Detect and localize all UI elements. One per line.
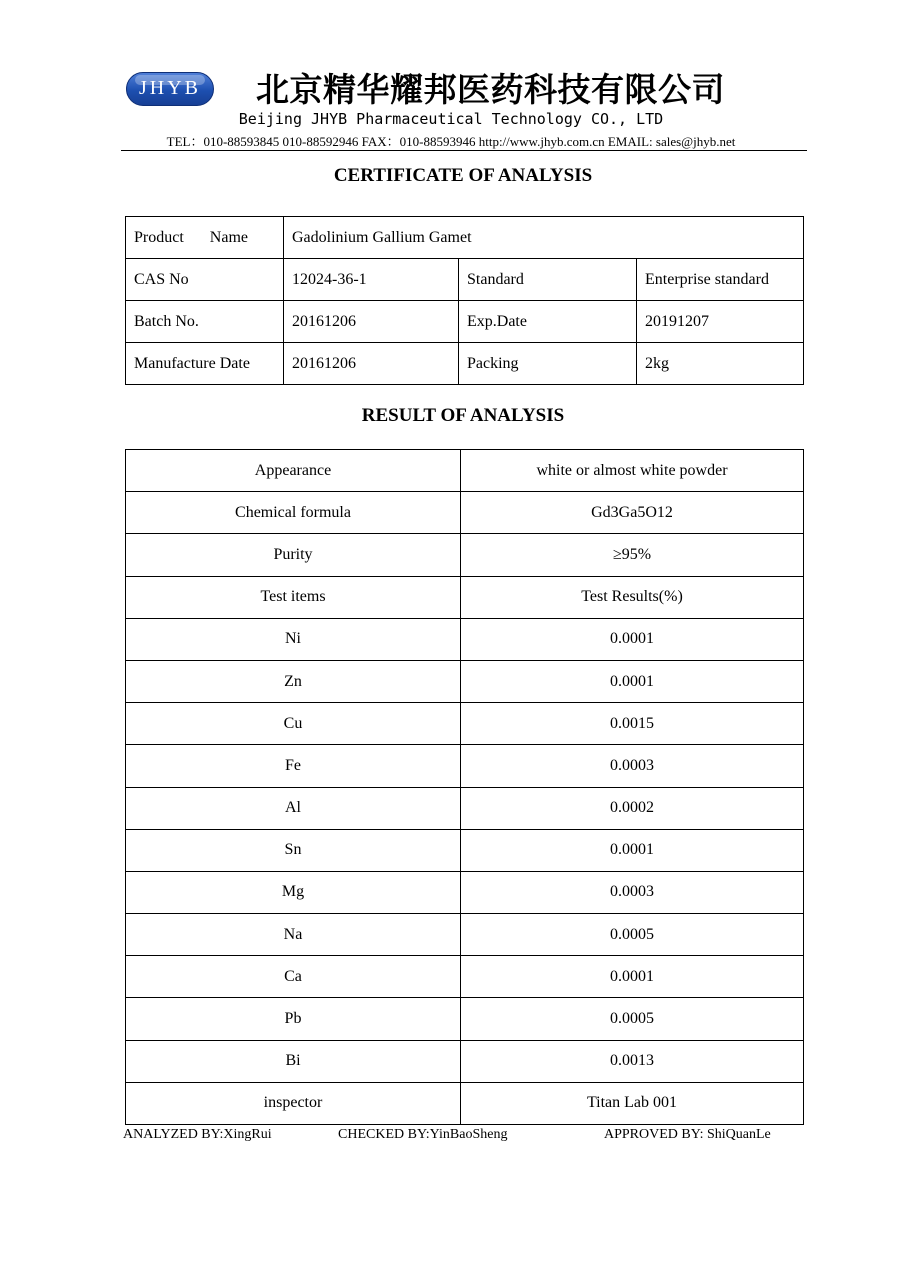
result-section-title: RESULT OF ANALYSIS bbox=[361, 405, 565, 426]
product-label-word: Product bbox=[134, 228, 184, 246]
document-title: CERTIFICATE OF ANALYSIS bbox=[333, 165, 593, 186]
contact-line: TEL：010-88593845 010-88592946 FAX：010-88593946 http://www.jhyb.com.cn EMAIL: sales@jhyb.net bbox=[166, 134, 736, 149]
result-value: 0.0003 bbox=[461, 871, 804, 913]
cas-label: CAS No bbox=[126, 259, 284, 301]
result-item: Zn bbox=[126, 660, 461, 702]
approved-by: APPROVED BY: ShiQuanLe bbox=[604, 1127, 771, 1142]
product-name-label bbox=[126, 217, 284, 259]
result-value: 0.0005 bbox=[461, 998, 804, 1040]
exp-date-value: 20191207 bbox=[637, 301, 804, 343]
result-value: 0.0003 bbox=[461, 745, 804, 787]
cas-value: 12024-36-1 bbox=[284, 259, 459, 301]
batch-label: Batch No. bbox=[126, 301, 284, 343]
result-row-appearance bbox=[126, 450, 804, 492]
result-value: Gd3Ga5O12 bbox=[461, 492, 804, 534]
result-row-mg bbox=[126, 871, 804, 913]
result-value: 0.0013 bbox=[461, 1040, 804, 1082]
result-item: Fe bbox=[126, 745, 461, 787]
name-label-word: Name bbox=[209, 228, 248, 246]
result-item: inspector bbox=[126, 1082, 461, 1124]
result-value: white or almost white powder bbox=[461, 450, 804, 492]
header-divider bbox=[121, 150, 807, 151]
logo-text: JHYB bbox=[138, 77, 201, 99]
product-name-value: Gadolinium Gallium Gamet bbox=[284, 217, 804, 259]
result-item: Appearance bbox=[126, 450, 461, 492]
result-item: Test items bbox=[126, 576, 461, 618]
result-row-cu bbox=[126, 703, 804, 745]
result-value: ≥95% bbox=[461, 534, 804, 576]
company-name-chinese: 北京精华耀邦医药科技有限公司 bbox=[256, 70, 725, 109]
result-item: Al bbox=[126, 787, 461, 829]
analyzed-by: ANALYZED BY:XingRui bbox=[123, 1127, 272, 1142]
product-info-table bbox=[125, 216, 804, 385]
result-item: Pb bbox=[126, 998, 461, 1040]
exp-date-label: Exp.Date bbox=[459, 301, 637, 343]
result-item: Sn bbox=[126, 829, 461, 871]
company-logo bbox=[126, 72, 214, 106]
packing-value: 2kg bbox=[637, 343, 804, 385]
result-item: Na bbox=[126, 914, 461, 956]
result-item: Ca bbox=[126, 956, 461, 998]
result-row-inspector bbox=[126, 1082, 804, 1124]
result-value: 0.0001 bbox=[461, 618, 804, 660]
batch-value: 20161206 bbox=[284, 301, 459, 343]
standard-value: Enterprise standard bbox=[637, 259, 804, 301]
info-row-product bbox=[126, 217, 804, 259]
result-item: Purity bbox=[126, 534, 461, 576]
result-value: Test Results(%) bbox=[461, 576, 804, 618]
info-row-manufacture bbox=[126, 343, 804, 385]
result-row-header bbox=[126, 576, 804, 618]
result-value: 0.0001 bbox=[461, 956, 804, 998]
result-row-bi bbox=[126, 1040, 804, 1082]
result-item: Mg bbox=[126, 871, 461, 913]
result-value: 0.0005 bbox=[461, 914, 804, 956]
info-row-cas bbox=[126, 259, 804, 301]
result-row-purity bbox=[126, 534, 804, 576]
checked-by: CHECKED BY:YinBaoSheng bbox=[338, 1127, 508, 1142]
result-row-pb bbox=[126, 998, 804, 1040]
packing-label: Packing bbox=[459, 343, 637, 385]
info-row-batch bbox=[126, 301, 804, 343]
result-item: Cu bbox=[126, 703, 461, 745]
standard-label: Standard bbox=[459, 259, 637, 301]
result-row-ca bbox=[126, 956, 804, 998]
manufacture-date-label: Manufacture Date bbox=[126, 343, 284, 385]
company-name-english: Beijing JHYB Pharmaceutical Technology CO., LTD bbox=[238, 110, 664, 128]
result-value: Titan Lab 001 bbox=[461, 1082, 804, 1124]
result-item: Bi bbox=[126, 1040, 461, 1082]
result-item: Ni bbox=[126, 618, 461, 660]
result-value: 0.0001 bbox=[461, 660, 804, 702]
result-row-al bbox=[126, 787, 804, 829]
result-row-ni bbox=[126, 618, 804, 660]
result-row-na bbox=[126, 914, 804, 956]
manufacture-date-value: 20161206 bbox=[284, 343, 459, 385]
result-value: 0.0001 bbox=[461, 829, 804, 871]
result-value: 0.0002 bbox=[461, 787, 804, 829]
result-row-zn bbox=[126, 660, 804, 702]
result-value: 0.0015 bbox=[461, 703, 804, 745]
result-row-sn bbox=[126, 829, 804, 871]
result-item: Chemical formula bbox=[126, 492, 461, 534]
analysis-results-table bbox=[125, 449, 804, 1125]
result-row-formula bbox=[126, 492, 804, 534]
result-row-fe bbox=[126, 745, 804, 787]
